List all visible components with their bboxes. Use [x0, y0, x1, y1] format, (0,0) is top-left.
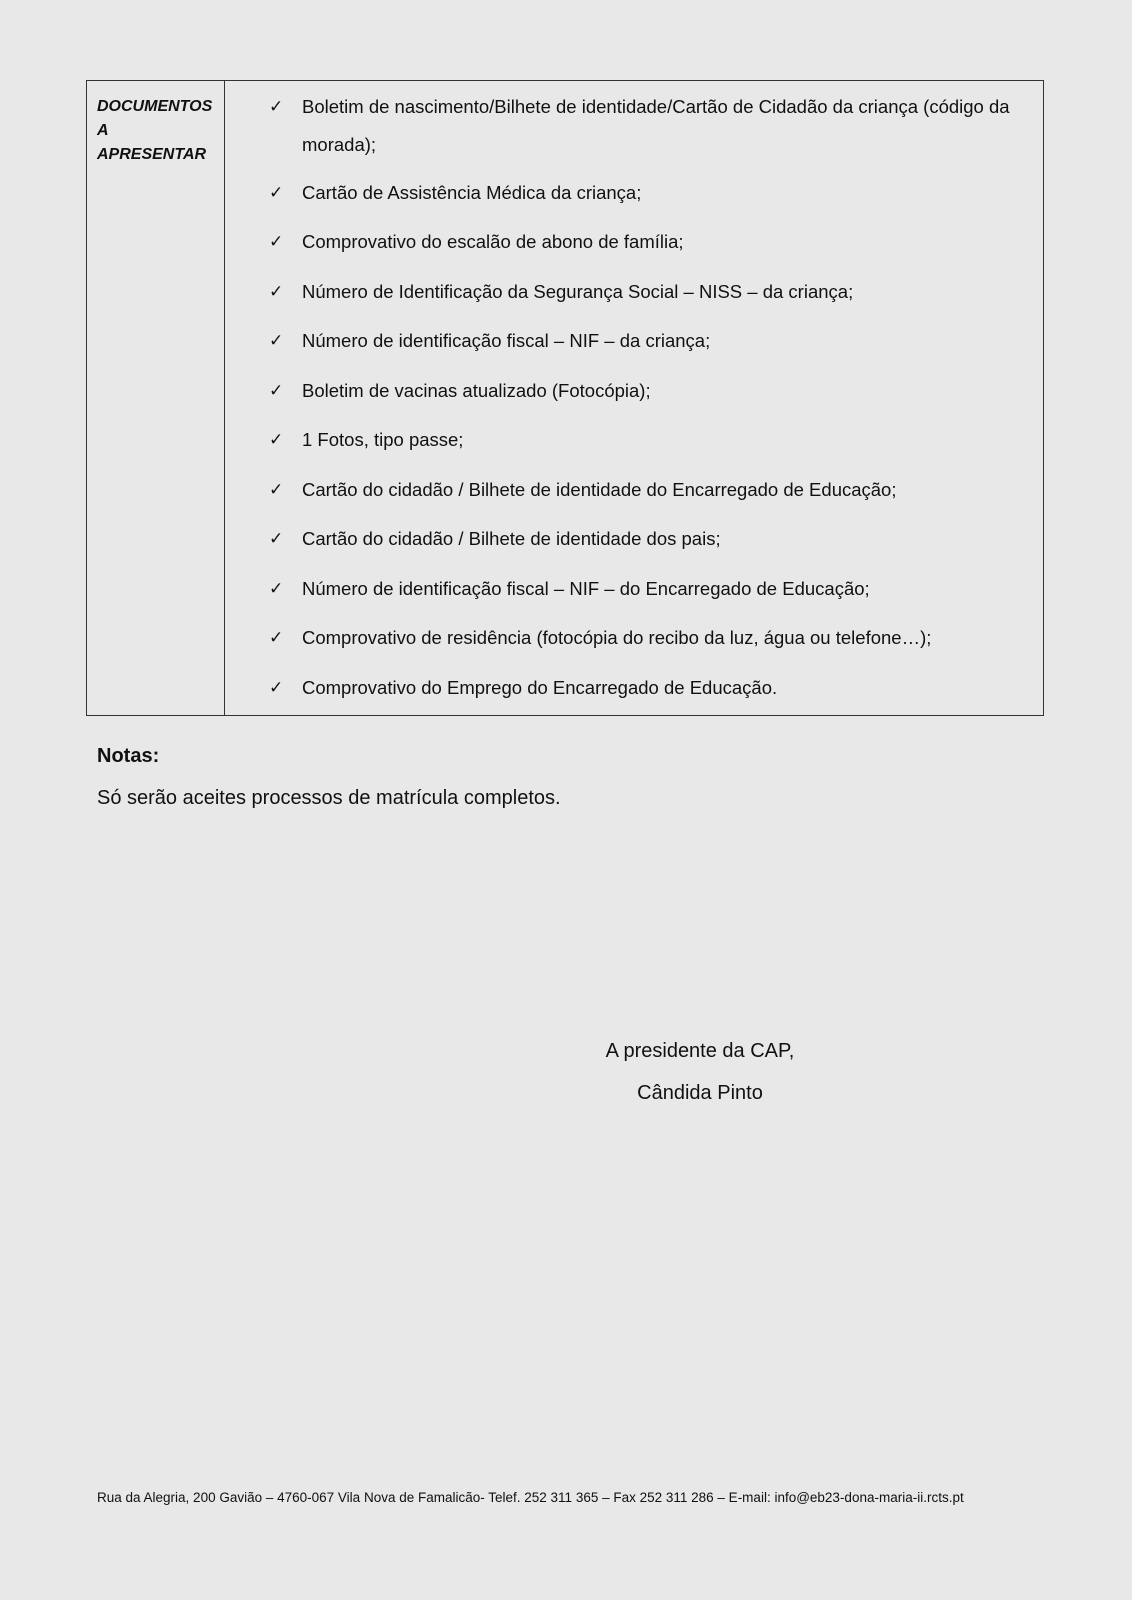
- list-item-text: Comprovativo de residência (fotocópia do recibo da luz, água ou telefone…);: [302, 627, 932, 648]
- list-item-text: Número de Identificação da Segurança Social – NISS – da criança;: [302, 281, 854, 302]
- list-item: [225, 619, 1023, 657]
- check-icon: ✓: [269, 381, 284, 401]
- check-icon: ✓: [269, 430, 284, 450]
- check-icon: ✓: [269, 331, 284, 351]
- list-item-text: Cartão do cidadão / Bilhete de identidade do Encarregado de Educação;: [302, 479, 897, 500]
- documents-label-line: A: [97, 122, 109, 139]
- list-item-text: 1 Fotos, tipo passe;: [302, 429, 464, 450]
- check-icon: ✓: [269, 628, 284, 648]
- documents-table: [86, 80, 1044, 716]
- check-icon: ✓: [269, 529, 284, 549]
- list-item: [225, 421, 1023, 459]
- documents-label: [87, 81, 225, 715]
- list-item: [225, 372, 1023, 410]
- list-item: [225, 322, 1023, 360]
- documents-label-line: DOCUMENTOS: [97, 98, 213, 115]
- list-item-text: Boletim de nascimento/Bilhete de identidade/Cartão de Cidadão da criança (código da morada);: [302, 96, 1010, 155]
- check-icon: ✓: [269, 678, 284, 698]
- list-item-text: Boletim de vacinas atualizado (Fotocópia);: [302, 380, 651, 401]
- documents-list: [225, 81, 1043, 715]
- list-item: [225, 471, 1023, 509]
- list-item: [225, 88, 1023, 164]
- check-icon: ✓: [269, 183, 284, 203]
- list-item-text: Número de identificação fiscal – NIF – do Encarregado de Educação;: [302, 578, 870, 599]
- list-item: [225, 570, 1023, 608]
- list-item-text: Comprovativo do escalão de abono de família;: [302, 231, 684, 252]
- signature-name: Cândida Pinto: [637, 1082, 763, 1104]
- footer-address: Rua da Alegria, 200 Gavião – 4760-067 Vila Nova de Famalicão- Telef. 252 311 365 – Fax 252 311 286 – E-mail: info@eb23-dona-maria-ii.rcts.pt: [97, 1490, 964, 1505]
- notes-title: Notas:: [97, 745, 160, 767]
- check-icon: ✓: [269, 282, 284, 302]
- list-item-text: Cartão de Assistência Médica da criança;: [302, 182, 642, 203]
- documents-label-line: APRESENTAR: [97, 146, 207, 163]
- check-icon: ✓: [269, 480, 284, 500]
- signature-role: A presidente da CAP,: [605, 1040, 795, 1062]
- list-item: [225, 273, 1023, 311]
- check-icon: ✓: [269, 579, 284, 599]
- list-item: [225, 223, 1023, 261]
- list-item-text: Cartão do cidadão / Bilhete de identidade dos pais;: [302, 528, 721, 549]
- list-item: [225, 174, 1023, 212]
- check-icon: ✓: [269, 232, 284, 252]
- check-icon: ✓: [269, 97, 284, 117]
- list-item: [225, 520, 1023, 558]
- list-item-text: Comprovativo do Emprego do Encarregado de Educação.: [302, 677, 778, 698]
- list-item-text: Número de identificação fiscal – NIF – da criança;: [302, 330, 711, 351]
- notes-text: Só serão aceites processos de matrícula completos.: [97, 787, 561, 809]
- list-item: [225, 669, 1023, 707]
